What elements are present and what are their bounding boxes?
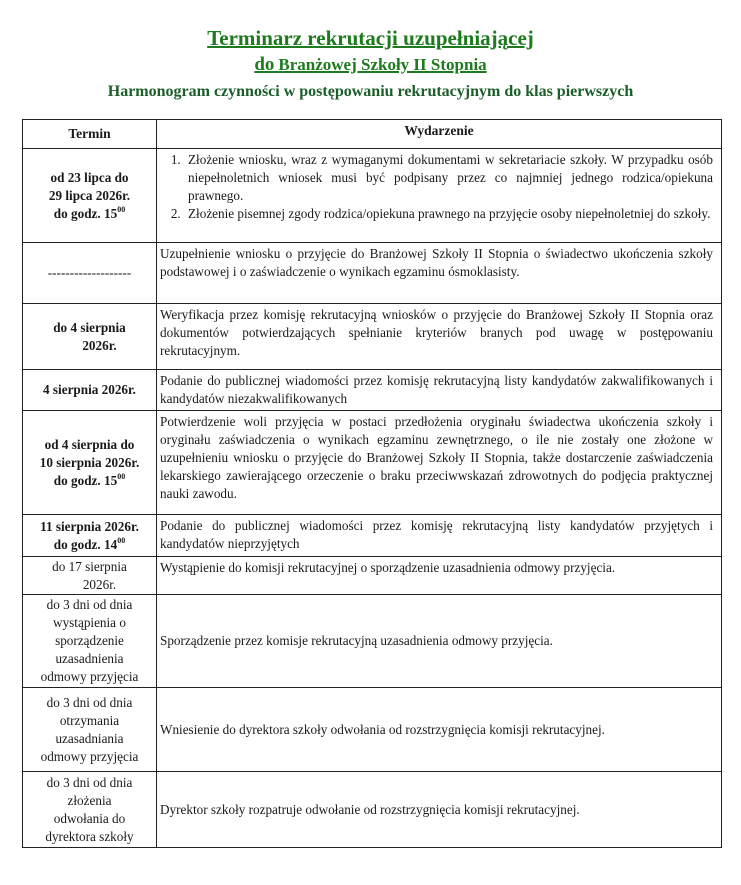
term-line: do 3 dni od dnia — [46, 597, 133, 612]
event-cell — [157, 149, 722, 243]
event-list-item: 2. Złożenie pisemnej zgody rodzica/opiekuna prawnego na przyjęcie osoby niepełnoletniej do szkoły. — [184, 205, 713, 223]
document-header — [0, 24, 741, 103]
term-line — [27, 205, 152, 223]
event-cell: Dyrektor szkoły rozpatruje odwołanie od rozstrzygnięcia komisji rekrutacyjnej. — [157, 772, 722, 848]
table-row — [23, 515, 722, 557]
schedule-table — [22, 119, 722, 848]
term-cell — [23, 557, 157, 595]
hour-minutes-superscript: 00 — [117, 204, 126, 214]
term-line — [27, 472, 152, 490]
table-row — [23, 149, 722, 243]
term-cell — [23, 772, 157, 848]
term-line: 2026r. — [82, 576, 117, 592]
term-line: odwołania do — [53, 810, 126, 826]
term-line-text: do godz. 15 — [53, 205, 118, 221]
table-row — [23, 370, 722, 411]
term-line: odmowy przyjęcia — [40, 669, 139, 684]
term-cell: ------------------- — [23, 243, 157, 304]
term-line — [27, 536, 152, 554]
table-row — [23, 595, 722, 688]
term-line: do 4 sierpnia — [53, 319, 126, 335]
table-row — [23, 411, 722, 515]
event-cell: Podanie do publicznej wiadomości przez komisję rekrutacyjną listy kandydatów przyjętych i kandydatów nieprzyjętych — [157, 515, 722, 557]
term-line-text: do godz. 14 — [53, 536, 118, 552]
hour-minutes-superscript: 00 — [117, 535, 126, 545]
term-line: odmowy przyjęcia — [40, 748, 139, 764]
column-header-wydarzenie: Wydarzenie — [157, 120, 722, 149]
table-row — [23, 688, 722, 772]
table-header-row — [23, 120, 722, 149]
column-header-termin: Termin — [23, 120, 157, 149]
event-cell: Podanie do publicznej wiadomości przez komisję rekrutacyjną listy kandydatów zakwalifikowanych i kandydatów niezakwalifikowanych — [157, 370, 722, 411]
term-line-text: do godz. 15 — [53, 472, 118, 488]
term-cell — [23, 595, 157, 688]
hour-minutes-superscript: 00 — [117, 471, 126, 481]
term-cell — [23, 149, 157, 243]
event-cell: Potwierdzenie woli przyjęcia w postaci przedłożenia oryginału świadectwa ukończenia szkoły i oryginału zaświadczenia o wynikach egzaminu zewnętrznego, o ile nie zostały one złożone w uzupełnieniu wniosku o przyjęcie do Branżowej Szkoły II Stopnia, także dostarczenie zaświadczenia lekarskiego zawierającego orzeczenie o braku przeciwwskazań zdrowotnych do podjęcia praktycznej nauki zawodu. — [157, 411, 722, 515]
event-cell: Wniesienie do dyrektora szkoły odwołania od rozstrzygnięcia komisji rekrutacyjnej. — [157, 688, 722, 772]
page-subtitle: Harmonogram czynności w postępowaniu rekrutacyjnym do klas pierwszych — [107, 83, 634, 100]
term-cell: 4 sierpnia 2026r. — [23, 370, 157, 411]
page-title-line2 — [0, 52, 741, 79]
term-line: 2026r. — [82, 337, 117, 353]
term-cell — [23, 304, 157, 370]
event-cell: Sporządzenie przez komisje rekrutacyjną uzasadnienia odmowy przyjęcia. — [157, 595, 722, 688]
term-line: dyrektora szkoły — [45, 828, 134, 844]
term-line: uzasadniania — [55, 730, 124, 746]
term-line: złożenia — [67, 792, 112, 808]
term-line: otrzymania — [59, 712, 120, 728]
event-cell: Uzupełnienie wniosku o przyjęcie do Branżowej Szkoły II Stopnia o świadectwo ukończenia szkoły podstawowej i o zaświadczenie o wynikach egzaminu ósmoklasisty. — [157, 243, 722, 304]
term-line: 29 lipca 2026r. — [48, 187, 131, 203]
page-title: Terminarz rekrutacji uzupełniającej — [207, 26, 534, 50]
term-line: wystąpienia o — [53, 615, 126, 630]
table-row — [23, 772, 722, 848]
term-line: uzasadnienia — [55, 651, 124, 666]
term-line: 11 sierpnia 2026r. — [40, 518, 139, 534]
table-row — [23, 243, 722, 304]
term-line: sporządzenie — [55, 633, 124, 648]
title-prefix: do — [254, 54, 275, 75]
term-cell — [23, 515, 157, 557]
event-list — [160, 151, 713, 223]
term-cell — [23, 411, 157, 515]
term-line: do 17 sierpnia — [52, 558, 127, 574]
event-cell: Wystąpienie do komisji rekrutacyjnej o sporządzenie uzasadnienia odmowy przyjęcia. — [157, 557, 722, 595]
term-line: od 4 sierpnia do — [44, 436, 135, 452]
table-row — [23, 304, 722, 370]
term-line: do 3 dni od dnia — [46, 694, 133, 710]
term-cell — [23, 688, 157, 772]
school-name: Branżowej Szkoły II Stopnia — [278, 55, 487, 74]
term-line: od 23 lipca do — [50, 169, 129, 185]
term-line: do 3 dni od dnia — [46, 774, 133, 790]
event-list-item: 1. Złożenie wniosku, wraz z wymaganymi dokumentami w sekretariacie szkoły. W przypadku osób niepełnoletnich wniosek musi być podpisany przez co najmniej jednego rodzica/opiekuna prawnego. — [184, 151, 713, 205]
term-line: 10 sierpnia 2026r. — [39, 454, 140, 470]
table-row — [23, 557, 722, 595]
event-cell: Weryfikacja przez komisję rekrutacyjną wniosków o przyjęcie do Branżowej Szkoły II Stopnia oraz dokumentów potwierdzających spełnianie kryteriów branych pod uwagę w postępowaniu rekrutacyjnym. — [157, 304, 722, 370]
